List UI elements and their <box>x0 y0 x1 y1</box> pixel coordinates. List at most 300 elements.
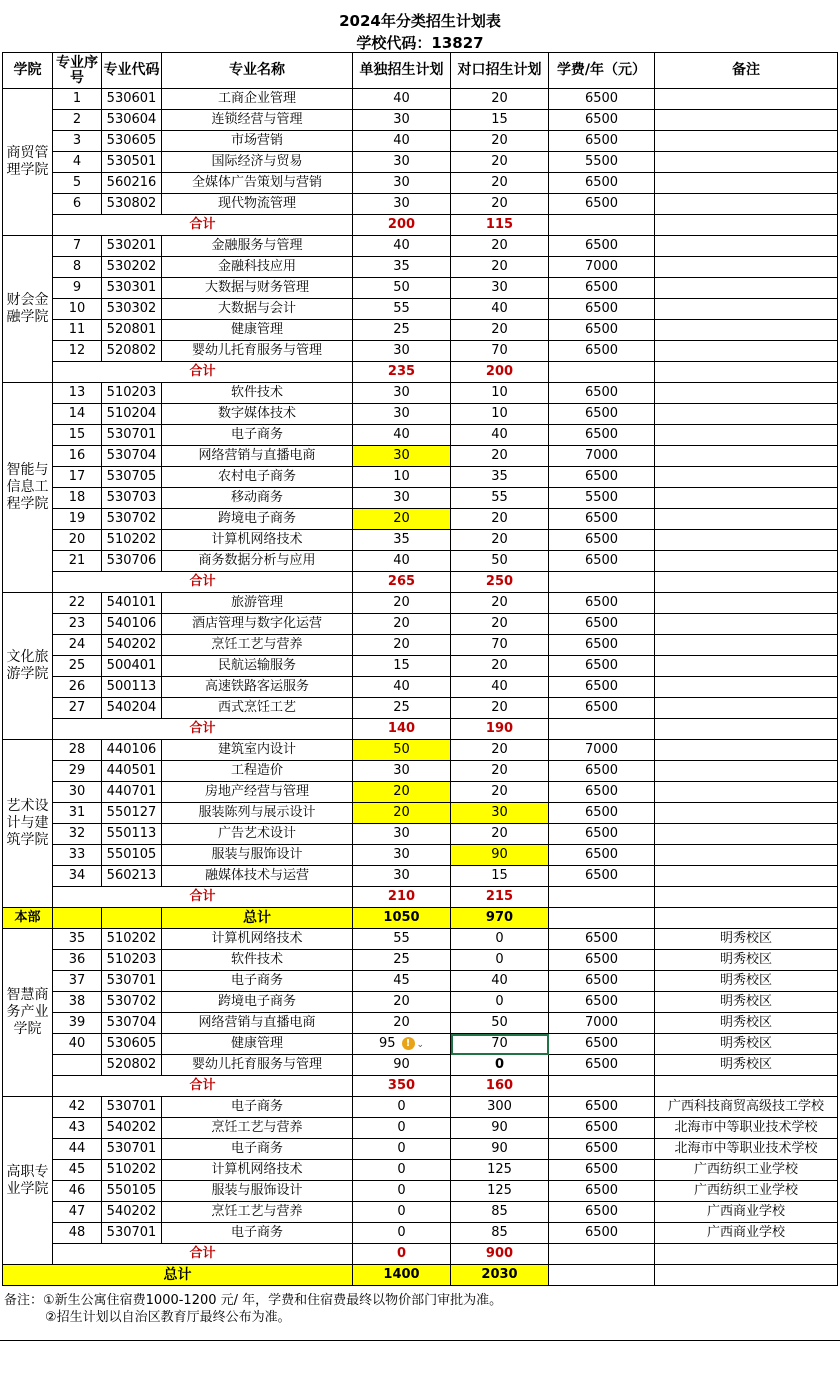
remark-cell: 明秀校区 <box>655 950 838 971</box>
fee-cell: 6500 <box>549 530 655 551</box>
subtotal-counter: 900 <box>451 1244 549 1265</box>
header-single: 单独招生计划 <box>353 53 451 89</box>
fee-cell: 6500 <box>549 803 655 824</box>
subtotal-counter: 160 <box>451 1076 549 1097</box>
table-row <box>3 404 838 425</box>
single-cell: 35 <box>353 530 451 551</box>
seq-cell: 19 <box>53 509 102 530</box>
remark-cell <box>655 467 838 488</box>
empty-cell <box>102 908 162 929</box>
major-cell: 健康管理 <box>162 320 353 341</box>
code-cell: 530605 <box>102 131 162 152</box>
seq-cell: 9 <box>53 278 102 299</box>
fee-cell: 6500 <box>549 425 655 446</box>
fee-cell: 6500 <box>549 1055 655 1076</box>
counter-cell: 0 <box>451 950 549 971</box>
seq-cell: 39 <box>53 1013 102 1034</box>
seq-cell: 29 <box>53 761 102 782</box>
table-row <box>3 173 838 194</box>
code-cell: 550105 <box>102 1181 162 1202</box>
single-cell: 20 <box>353 593 451 614</box>
counter-cell: 90 <box>451 1139 549 1160</box>
seq-cell: 3 <box>53 131 102 152</box>
single-cell: 20 <box>353 992 451 1013</box>
fee-cell: 6500 <box>549 194 655 215</box>
remark-cell <box>655 614 838 635</box>
single-cell: 30 <box>353 488 451 509</box>
table-row <box>3 656 838 677</box>
code-cell: 500113 <box>102 677 162 698</box>
counter-cell: 40 <box>451 677 549 698</box>
fee-cell: 6500 <box>549 383 655 404</box>
seq-cell: 44 <box>53 1139 102 1160</box>
subtotal-label: 合计 <box>53 719 353 740</box>
single-cell: 30 <box>353 845 451 866</box>
counter-cell: 40 <box>451 299 549 320</box>
table-row <box>3 194 838 215</box>
subtotal-row <box>3 1076 838 1097</box>
table-row <box>3 1034 838 1055</box>
single-cell: 50 <box>353 278 451 299</box>
code-cell: 530701 <box>102 1139 162 1160</box>
single-cell: 30 <box>353 152 451 173</box>
major-cell: 服装与服饰设计 <box>162 845 353 866</box>
college-cell: 智能与信息工程学院 <box>3 383 53 593</box>
fee-cell: 6500 <box>549 1202 655 1223</box>
remark-cell: 明秀校区 <box>655 1013 838 1034</box>
major-cell: 西式烹饪工艺 <box>162 698 353 719</box>
major-cell: 全媒体广告策划与营销 <box>162 173 353 194</box>
seq-cell: 2 <box>53 110 102 131</box>
chevron-down-icon[interactable]: ⌄ <box>416 1039 425 1050</box>
seq-cell: 23 <box>53 614 102 635</box>
fee-cell: 6500 <box>549 299 655 320</box>
table-row <box>3 866 838 887</box>
seq-cell: 48 <box>53 1223 102 1244</box>
seq-cell: 33 <box>53 845 102 866</box>
major-cell: 计算机网络技术 <box>162 530 353 551</box>
counter-cell: 125 <box>451 1181 549 1202</box>
code-cell: 540202 <box>102 635 162 656</box>
campus-total-single: 1050 <box>353 908 451 929</box>
grand-total-label: 总计 <box>3 1265 353 1286</box>
subtotal-row <box>3 719 838 740</box>
remark-cell <box>655 782 838 803</box>
single-cell: 50 <box>353 740 451 761</box>
code-cell: 510202 <box>102 530 162 551</box>
major-cell: 大数据与会计 <box>162 299 353 320</box>
major-cell: 计算机网络技术 <box>162 1160 353 1181</box>
table-row <box>3 530 838 551</box>
divider <box>0 1340 840 1341</box>
remark-cell <box>655 698 838 719</box>
single-cell: 30 <box>353 446 451 467</box>
code-cell: 540202 <box>102 1202 162 1223</box>
counter-cell: 125 <box>451 1160 549 1181</box>
single-cell: 20 <box>353 803 451 824</box>
single-cell: 20 <box>353 509 451 530</box>
single-cell: 30 <box>353 761 451 782</box>
code-cell: 530604 <box>102 110 162 131</box>
college-cell: 文化旅游学院 <box>3 593 53 740</box>
fee-cell: 6500 <box>549 278 655 299</box>
table-row <box>3 593 838 614</box>
counter-cell: 20 <box>451 320 549 341</box>
counter-cell: 30 <box>451 278 549 299</box>
fee-cell: 6500 <box>549 467 655 488</box>
major-cell: 大数据与财务管理 <box>162 278 353 299</box>
table-row <box>3 677 838 698</box>
subtotal-single: 210 <box>353 887 451 908</box>
remark-cell <box>655 509 838 530</box>
code-cell: 510203 <box>102 383 162 404</box>
single-cell: 20 <box>353 614 451 635</box>
seq-cell: 40 <box>53 1034 102 1055</box>
major-cell: 网络营销与直播电商 <box>162 1013 353 1034</box>
seq-cell: 25 <box>53 656 102 677</box>
fee-cell: 6500 <box>549 614 655 635</box>
table-row <box>3 341 838 362</box>
major-cell: 现代物流管理 <box>162 194 353 215</box>
table-row <box>3 992 838 1013</box>
counter-cell: 20 <box>451 257 549 278</box>
remark-cell: 明秀校区 <box>655 992 838 1013</box>
counter-cell: 10 <box>451 383 549 404</box>
major-cell: 酒店管理与数字化运营 <box>162 614 353 635</box>
fee-cell: 6500 <box>549 110 655 131</box>
subtotal-label: 合计 <box>53 215 353 236</box>
major-cell: 建筑室内设计 <box>162 740 353 761</box>
warning-icon[interactable]: ! <box>402 1037 415 1050</box>
single-cell: 25 <box>353 698 451 719</box>
remark-cell <box>655 320 838 341</box>
fee-cell: 6500 <box>549 404 655 425</box>
counter-cell: 0 <box>451 1055 549 1076</box>
code-cell: 540101 <box>102 593 162 614</box>
subtotal-counter: 200 <box>451 362 549 383</box>
code-cell: 540106 <box>102 614 162 635</box>
seq-cell: 7 <box>53 236 102 257</box>
major-cell: 服装陈列与展示设计 <box>162 803 353 824</box>
code-cell: 540202 <box>102 1118 162 1139</box>
remark-cell: 明秀校区 <box>655 929 838 950</box>
counter-cell: 10 <box>451 404 549 425</box>
single-cell: 40 <box>353 89 451 110</box>
fee-cell: 6500 <box>549 845 655 866</box>
table-row <box>3 1223 838 1244</box>
fee-cell: 6500 <box>549 656 655 677</box>
single-cell: 0 <box>353 1223 451 1244</box>
counter-cell: 20 <box>451 698 549 719</box>
code-cell: 530701 <box>102 1097 162 1118</box>
remark-cell: 明秀校区 <box>655 1034 838 1055</box>
single-cell: 20 <box>353 635 451 656</box>
fee-cell: 6500 <box>549 1181 655 1202</box>
major-cell: 电子商务 <box>162 1223 353 1244</box>
empty-cell <box>655 572 838 593</box>
single-cell: 40 <box>353 425 451 446</box>
counter-cell[interactable]: 70 <box>451 1034 549 1055</box>
empty-cell <box>549 572 655 593</box>
remark-cell: 北海市中等职业技术学校 <box>655 1118 838 1139</box>
subtotal-single: 235 <box>353 362 451 383</box>
fee-cell: 6500 <box>549 971 655 992</box>
seq-cell: 45 <box>53 1160 102 1181</box>
major-cell: 旅游管理 <box>162 593 353 614</box>
code-cell: 550105 <box>102 845 162 866</box>
major-cell: 软件技术 <box>162 383 353 404</box>
single-cell: 30 <box>353 404 451 425</box>
remark-cell <box>655 845 838 866</box>
subtotal-row <box>3 362 838 383</box>
remark-cell: 广西纺织工业学校 <box>655 1160 838 1181</box>
counter-cell: 50 <box>451 1013 549 1034</box>
major-cell: 民航运输服务 <box>162 656 353 677</box>
single-cell: 30 <box>353 383 451 404</box>
subtotal-row <box>3 1244 838 1265</box>
single-cell: 0 <box>353 1118 451 1139</box>
major-cell: 数字媒体技术 <box>162 404 353 425</box>
remark-cell: 广西纺织工业学校 <box>655 1181 838 1202</box>
seq-cell: 1 <box>53 89 102 110</box>
code-cell: 530704 <box>102 1013 162 1034</box>
remark-cell <box>655 866 838 887</box>
counter-cell: 20 <box>451 89 549 110</box>
table-row <box>3 89 838 110</box>
counter-cell: 20 <box>451 152 549 173</box>
code-cell: 530701 <box>102 425 162 446</box>
code-cell: 510204 <box>102 404 162 425</box>
seq-cell: 26 <box>53 677 102 698</box>
remark-cell <box>655 530 838 551</box>
seq-cell: 42 <box>53 1097 102 1118</box>
seq-cell: 47 <box>53 1202 102 1223</box>
empty-cell <box>655 719 838 740</box>
fee-cell: 6500 <box>549 1034 655 1055</box>
header-major: 专业名称 <box>162 53 353 89</box>
table-row <box>3 635 838 656</box>
campus-total-row <box>3 908 838 929</box>
remark-cell <box>655 635 838 656</box>
major-cell: 电子商务 <box>162 1097 353 1118</box>
single-cell: 45 <box>353 971 451 992</box>
counter-cell: 20 <box>451 173 549 194</box>
counter-cell: 20 <box>451 824 549 845</box>
single-cell: 0 <box>353 1139 451 1160</box>
major-cell: 电子商务 <box>162 971 353 992</box>
code-cell: 520801 <box>102 320 162 341</box>
single-cell: 25 <box>353 320 451 341</box>
counter-cell: 20 <box>451 782 549 803</box>
single-cell: 15 <box>353 656 451 677</box>
empty-cell <box>655 1265 838 1286</box>
table-row <box>3 551 838 572</box>
code-cell: 530501 <box>102 152 162 173</box>
major-cell: 电子商务 <box>162 1139 353 1160</box>
table-row <box>3 110 838 131</box>
code-cell: 510203 <box>102 950 162 971</box>
fee-cell: 6500 <box>549 992 655 1013</box>
fee-cell: 6500 <box>549 131 655 152</box>
fee-cell: 6500 <box>549 236 655 257</box>
table-row <box>3 614 838 635</box>
remark-cell <box>655 278 838 299</box>
campus-total-label: 总计 <box>162 908 353 929</box>
major-cell: 烹饪工艺与营养 <box>162 635 353 656</box>
empty-cell <box>549 1244 655 1265</box>
empty-cell <box>655 215 838 236</box>
counter-cell: 300 <box>451 1097 549 1118</box>
seq-cell: 21 <box>53 551 102 572</box>
remark-cell: 广西科技商贸高级技工学校 <box>655 1097 838 1118</box>
remark-cell <box>655 236 838 257</box>
major-cell: 软件技术 <box>162 950 353 971</box>
major-cell: 婴幼儿托育服务与管理 <box>162 341 353 362</box>
seq-cell: 8 <box>53 257 102 278</box>
single-cell: 55 <box>353 929 451 950</box>
major-cell: 商务数据分析与应用 <box>162 551 353 572</box>
counter-cell: 70 <box>451 341 549 362</box>
counter-cell: 85 <box>451 1223 549 1244</box>
counter-cell: 20 <box>451 761 549 782</box>
fee-cell: 6500 <box>549 173 655 194</box>
subtotal-label: 合计 <box>53 1244 353 1265</box>
seq-cell: 28 <box>53 740 102 761</box>
table-row <box>3 803 838 824</box>
remark-cell <box>655 404 838 425</box>
fee-cell: 5500 <box>549 488 655 509</box>
fee-cell: 7000 <box>549 1013 655 1034</box>
code-cell: 500401 <box>102 656 162 677</box>
single-cell: 30 <box>353 173 451 194</box>
code-cell: 510202 <box>102 1160 162 1181</box>
subtotal-row <box>3 215 838 236</box>
remark-cell <box>655 89 838 110</box>
seq-cell: 30 <box>53 782 102 803</box>
seq-cell: 34 <box>53 866 102 887</box>
major-cell: 市场营销 <box>162 131 353 152</box>
fee-cell: 6500 <box>549 89 655 110</box>
major-cell: 连锁经营与管理 <box>162 110 353 131</box>
single-cell: 0 <box>353 1181 451 1202</box>
empty-cell <box>53 908 102 929</box>
seq-cell: 16 <box>53 446 102 467</box>
single-cell: 30 <box>353 341 451 362</box>
seq-cell: 12 <box>53 341 102 362</box>
seq-cell: 17 <box>53 467 102 488</box>
header-code: 专业代码 <box>102 53 162 89</box>
note-2: ②招生计划以自治区教育厅最终公布为准。 <box>45 1310 291 1325</box>
remark-cell: 明秀校区 <box>655 1055 838 1076</box>
college-cell: 商贸管理学院 <box>3 89 53 236</box>
empty-cell <box>549 719 655 740</box>
major-cell: 工商企业管理 <box>162 89 353 110</box>
single-cell: 35 <box>353 257 451 278</box>
seq-cell: 5 <box>53 173 102 194</box>
college-cell: 智慧商务产业学院 <box>3 929 53 1097</box>
college-cell: 高职专业学院 <box>3 1097 53 1265</box>
code-cell: 440501 <box>102 761 162 782</box>
table-row <box>3 740 838 761</box>
remark-cell <box>655 824 838 845</box>
empty-cell <box>655 887 838 908</box>
code-cell: 530701 <box>102 971 162 992</box>
single-cell: 95 ! ⌄ <box>353 1034 451 1055</box>
header-seq: 专业序号 <box>53 53 102 89</box>
counter-cell: 20 <box>451 194 549 215</box>
table-row <box>3 278 838 299</box>
remark-cell <box>655 593 838 614</box>
subtotal-counter: 190 <box>451 719 549 740</box>
seq-cell: 31 <box>53 803 102 824</box>
major-cell: 房地产经营与管理 <box>162 782 353 803</box>
empty-cell <box>655 1244 838 1265</box>
remark-cell: 明秀校区 <box>655 971 838 992</box>
seq-cell: 20 <box>53 530 102 551</box>
table-row <box>3 1160 838 1181</box>
table-row <box>3 1118 838 1139</box>
page-title: 2024年分类招生计划表 <box>339 12 501 30</box>
counter-cell: 70 <box>451 635 549 656</box>
fee-cell: 7000 <box>549 257 655 278</box>
fee-cell: 6500 <box>549 341 655 362</box>
remark-cell <box>655 740 838 761</box>
code-cell: 530302 <box>102 299 162 320</box>
subtotal-label: 合计 <box>53 572 353 593</box>
table-row <box>3 1202 838 1223</box>
table-row <box>3 383 838 404</box>
empty-cell <box>655 362 838 383</box>
counter-cell: 20 <box>451 656 549 677</box>
code-cell: 530802 <box>102 194 162 215</box>
major-cell: 电子商务 <box>162 425 353 446</box>
counter-cell: 20 <box>451 236 549 257</box>
counter-cell: 0 <box>451 992 549 1013</box>
remark-cell <box>655 341 838 362</box>
table-row <box>3 257 838 278</box>
table-row <box>3 761 838 782</box>
fee-cell: 6500 <box>549 593 655 614</box>
empty-cell <box>549 362 655 383</box>
code-cell: 530601 <box>102 89 162 110</box>
header-remark: 备注 <box>655 53 838 89</box>
subtotal-single: 265 <box>353 572 451 593</box>
table-row <box>3 698 838 719</box>
major-cell: 国际经济与贸易 <box>162 152 353 173</box>
seq-cell: 18 <box>53 488 102 509</box>
major-cell: 跨境电子商务 <box>162 509 353 530</box>
code-cell: 550127 <box>102 803 162 824</box>
major-cell: 健康管理 <box>162 1034 353 1055</box>
code-cell: 530301 <box>102 278 162 299</box>
school-code: 学校代码：13827 <box>356 34 484 52</box>
table-row <box>3 1181 838 1202</box>
single-cell: 20 <box>353 1013 451 1034</box>
subtotal-single: 0 <box>353 1244 451 1265</box>
empty-cell <box>549 1076 655 1097</box>
single-cell: 25 <box>353 950 451 971</box>
major-cell: 婴幼儿托育服务与管理 <box>162 1055 353 1076</box>
remark-cell <box>655 383 838 404</box>
code-cell: 530705 <box>102 467 162 488</box>
fee-cell: 6500 <box>549 1118 655 1139</box>
remark-cell <box>655 488 838 509</box>
seq-cell: 36 <box>53 950 102 971</box>
subtotal-row <box>3 572 838 593</box>
seq-cell: 27 <box>53 698 102 719</box>
seq-cell: 11 <box>53 320 102 341</box>
subtotal-counter: 215 <box>451 887 549 908</box>
